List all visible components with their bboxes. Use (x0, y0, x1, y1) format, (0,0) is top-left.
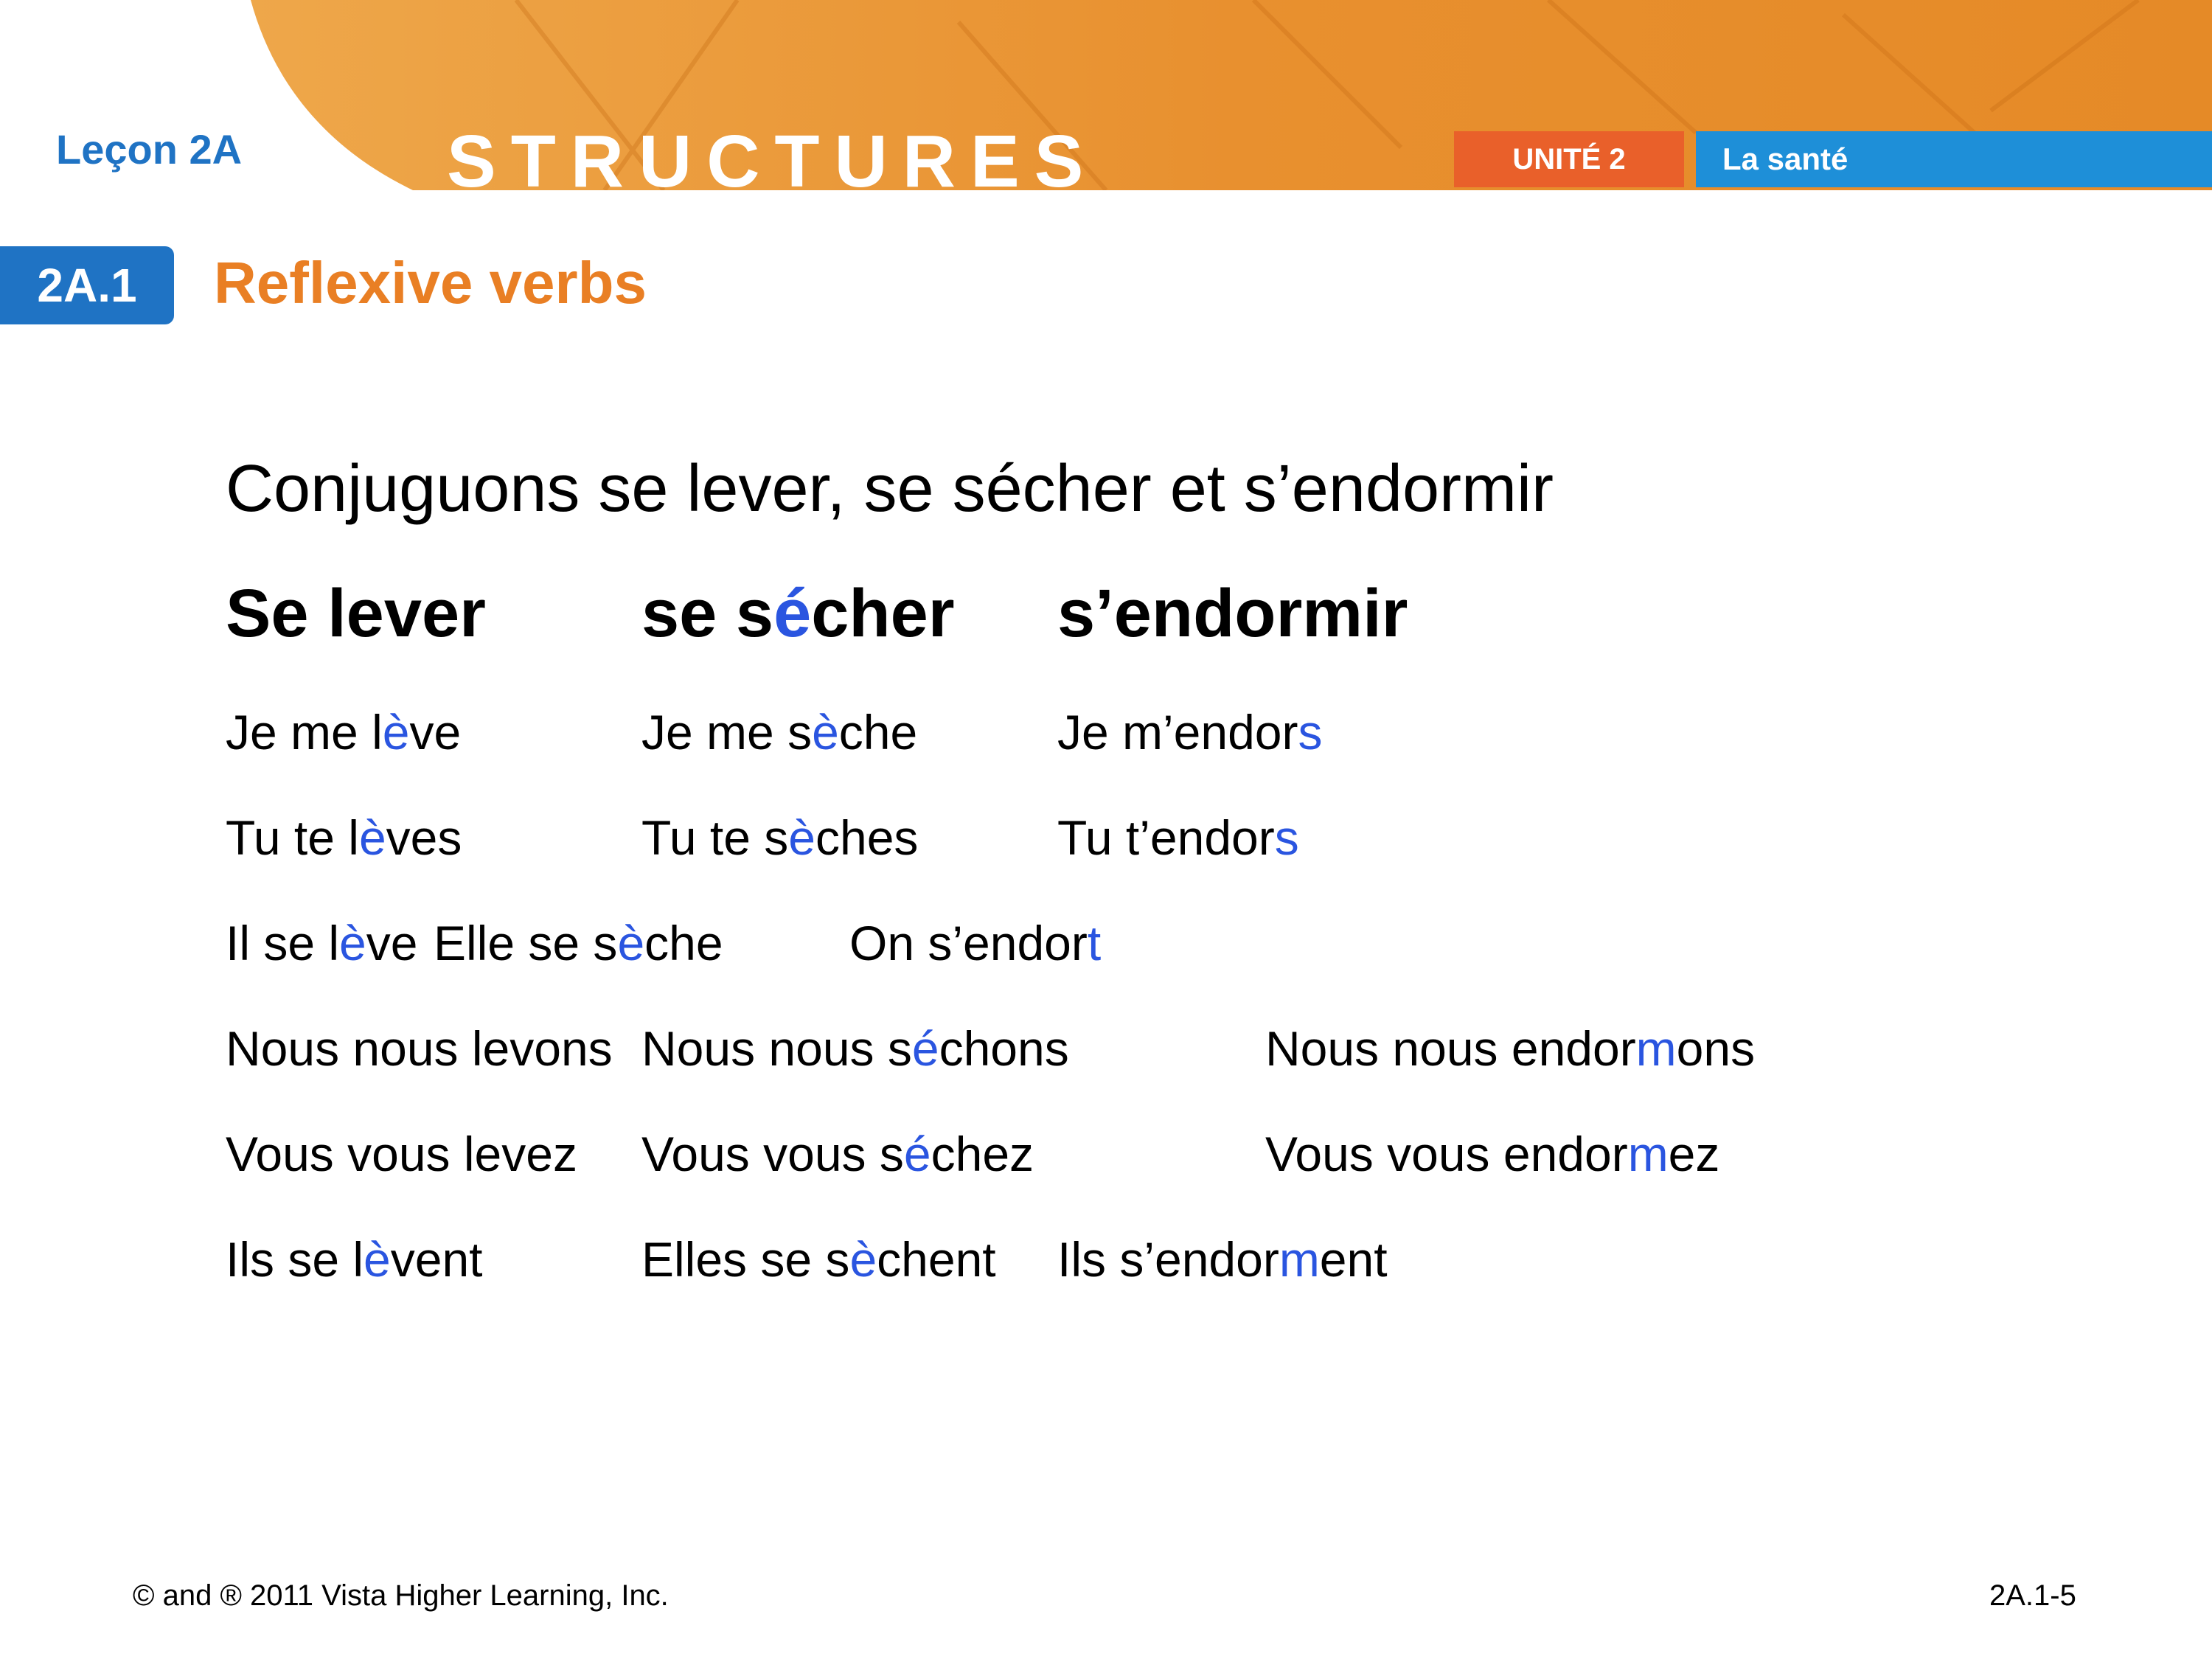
conjugation-cell: Nous nous endormons (1265, 1021, 1756, 1076)
conjugation-cell: Je me lève (226, 705, 462, 759)
section-title: Reflexive verbs (214, 250, 647, 316)
column-head-se-secher: se sécher (641, 576, 955, 651)
conjugation-cell: Tu te lèves (226, 810, 462, 865)
structures-banner-text: STRUCTURES (447, 120, 1099, 203)
slide-title: Conjuguons se lever, se sécher et s’endormir (226, 452, 1554, 526)
page-number: 2A.1-5 (1989, 1579, 2076, 1612)
conjugation-cell: On s’endort (849, 916, 1102, 970)
conjugation-cell: Tu te sèches (641, 810, 919, 865)
conjugation-cell: Je me sèche (641, 705, 918, 759)
conjugation-cell: Il se lève (226, 916, 418, 970)
unit-tab: UNITÉ 2 (1454, 131, 1684, 187)
conjugation-cell: Ils s’endorment (1057, 1232, 1388, 1287)
column-head-se-lever: Se lever (226, 576, 486, 651)
conjugation-cell: Nous nous levons (226, 1021, 613, 1076)
copyright-notice: © and ® 2011 Vista Higher Learning, Inc. (133, 1579, 669, 1612)
conjugation-cell: Je m’endors (1057, 705, 1323, 759)
conjugation-cell: Vous vous levez (226, 1127, 577, 1181)
theme-tab: La santé (1696, 131, 2212, 187)
conjugation-cell: Ils se lèvent (226, 1232, 483, 1287)
section-number-badge: 2A.1 (0, 246, 174, 324)
column-head-s-endormir: s’endormir (1057, 576, 1408, 651)
conjugation-cell: Tu t’endors (1057, 810, 1299, 865)
conjugation-cell: Elles se sèchent (641, 1232, 996, 1287)
lesson-label: Leçon 2A (56, 126, 243, 173)
conjugation-cell: Elle se sèche (434, 916, 723, 970)
conjugation-cell: Nous nous séchons (641, 1021, 1069, 1076)
conjugation-cell: Vous vous séchez (641, 1127, 1034, 1181)
conjugation-cell: Vous vous endormez (1265, 1127, 1720, 1181)
